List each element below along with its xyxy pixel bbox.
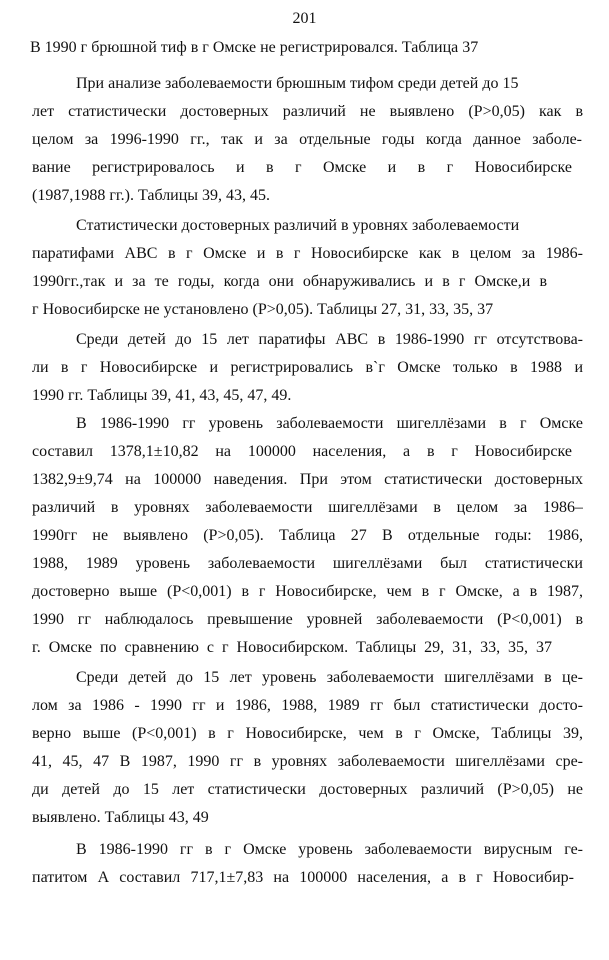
text-line: Среди детей до 15 лет паратифы АВС в 1986-1990 гг отсутствова- <box>76 331 583 348</box>
text-line: 1990гг.,так и за те годы, когда они обнаруживались и в г Омске,и в <box>32 273 547 290</box>
text-line: г. Омске по сравнению с г Новосибирском. Таблицы 29, 31, 33, 35, 37 <box>32 639 552 656</box>
text-line: паратифами АВС в г Омске и в г Новосибирске как в целом за 1986- <box>32 245 583 262</box>
text-line: ди детей до 15 лет статистически достоверных различий (Р>0,05) не <box>32 781 583 798</box>
text-line: различий в уровнях заболеваемости шигеллёзами в целом за 1986– <box>32 499 583 516</box>
text-line: ли в г Новосибирске и регистрировались в`г Омске только в 1988 и <box>32 359 583 376</box>
text-line: 41, 45, 47 В 1987, 1990 гг в уровнях заболеваемости шигеллёзами сре- <box>32 753 583 770</box>
text-line: целом за 1996-1990 гг., так и за отдельные годы когда данное заболе- <box>32 131 582 148</box>
text-line: (1987,1988 гг.). Таблицы 39, 43, 45. <box>32 187 271 204</box>
text-line: г Новосибирске не установлено (Р>0,05). Таблицы 27, 31, 33, 35, 37 <box>32 301 494 318</box>
page-number: 201 <box>292 10 317 27</box>
text-line: В 1986-1990 гг в г Омске уровень заболеваемости вирусным ге- <box>76 841 583 858</box>
text-line: В 1990 г брюшной тиф в г Омске не регистрировался. Таблица 37 <box>30 39 479 56</box>
text-line: 1990 гг наблюдалось превышение уровней заболеваемости (Р<0,001) в <box>32 611 583 628</box>
text-line: выявлено. Таблицы 43, 49 <box>32 809 209 826</box>
text-line: патитом А составил 717,1±7,83 на 100000 населения, а в г Новосибир- <box>32 869 574 886</box>
text-line: 1382,9±9,74 на 100000 наведения. При этом статистически достоверных <box>32 471 583 488</box>
text-line: Статистически достоверных различий в уровнях заболеваемости <box>76 217 520 234</box>
text-line: В 1986-1990 гг уровень заболеваемости шигеллёзами в г Омске <box>76 415 583 432</box>
text-line: 1988, 1989 уровень заболеваемости шигеллёзами был статистически <box>32 555 583 572</box>
text-line: верно выше (Р<0,001) в г Новосибирске, чем в г Омске, Таблицы 39, <box>32 725 583 742</box>
text-line: лом за 1986 - 1990 гг и 1986, 1988, 1989 гг был статистически досто- <box>32 697 583 714</box>
text-line: составил 1378,1±10,82 на 100000 населения, а в г Новосибирске <box>32 443 572 460</box>
text-line: При анализе заболеваемости брюшным тифом среди детей до 15 <box>76 75 519 92</box>
text-line: Среди детей до 15 лет уровень заболеваемости шигеллёзами в це- <box>76 669 583 686</box>
text-line: вание регистрировалось и в г Омске и в г Новосибирске <box>32 159 572 176</box>
text-line: 1990 гг. Таблицы 39, 41, 43, 45, 47, 49. <box>32 387 292 404</box>
text-line: 1990гг не выявлено (Р>0,05). Таблица 27 В отдельные годы: 1986, <box>32 527 583 544</box>
text-line: лет статистически достоверных различий не выявлено (Р>0,05) как в <box>32 103 583 120</box>
text-line: достоверно выше (Р<0,001) в г Новосибирске, чем в г Омске, а в 1987, <box>32 583 583 600</box>
